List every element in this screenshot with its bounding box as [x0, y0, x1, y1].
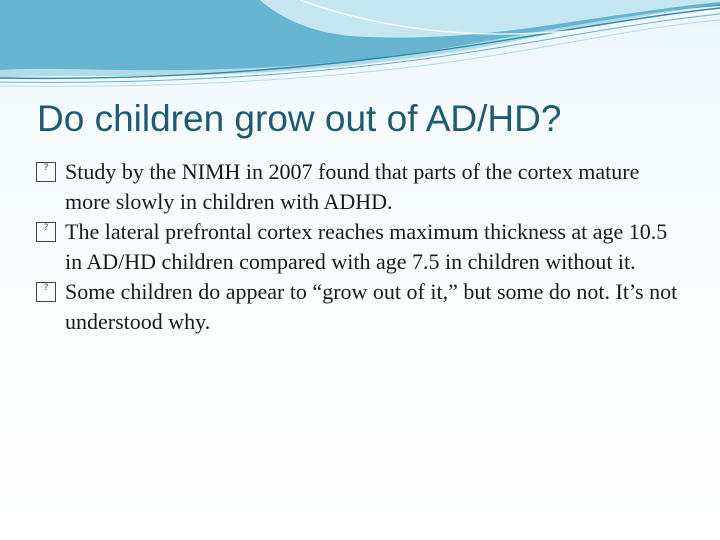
slide-title: Do children grow out of AD/HD? [37, 98, 562, 139]
missing-glyph-box-icon: ? [36, 162, 56, 182]
bullet-item [36, 277, 686, 337]
bullet-list [36, 157, 686, 337]
bullet-text: Some children do appear to “grow out of it,” but some do not. It’s not understood why. [65, 279, 678, 334]
missing-glyph-box-icon: ? [36, 282, 56, 302]
bullet-text: Study by the NIMH in 2007 found that parts of the cortex mature more slowly in children with ADHD. [65, 159, 640, 214]
bullet-item [36, 217, 686, 277]
bullet-text: The lateral prefrontal cortex reaches maximum thickness at age 10.5 in AD/HD children compared with age 7.5 in children without it. [65, 219, 668, 274]
wave-band-light [260, 0, 720, 38]
missing-glyph-box-icon: ? [36, 222, 56, 242]
header-wave-decoration [0, 0, 720, 90]
bullet-item [36, 157, 686, 217]
